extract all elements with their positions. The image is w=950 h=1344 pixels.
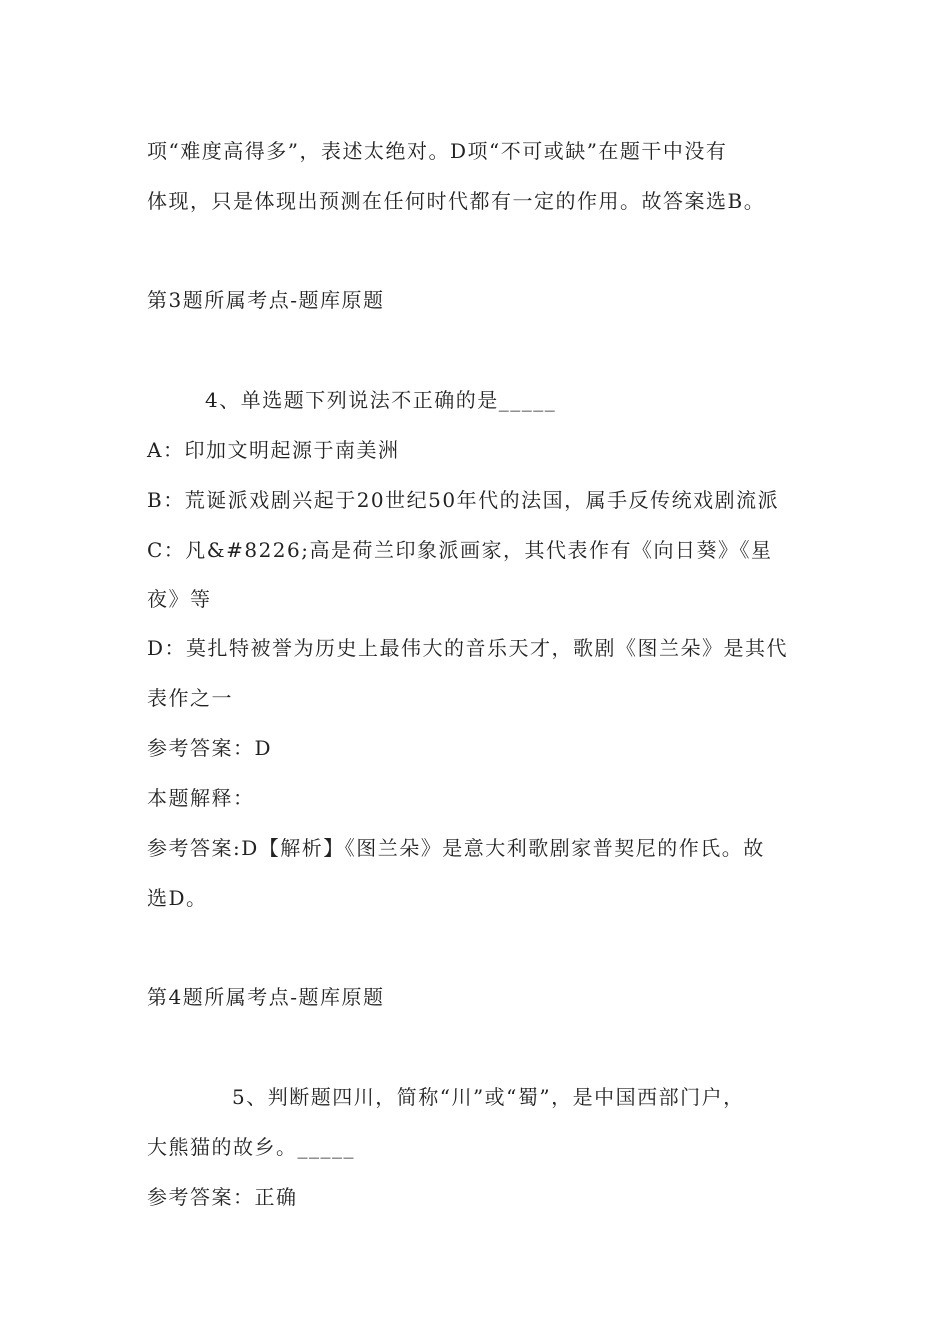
q5-stem-line-1: 5、判断题四川，简称“川”或“蜀”，是中国西部门户，: [232, 1085, 745, 1109]
q5-stem-line-2: 大熊猫的故乡。_____: [147, 1135, 355, 1159]
q4-explain-label: 本题解释：: [147, 786, 255, 810]
q4-explain-line-2: 选D。: [147, 886, 208, 910]
q4-stem: 4、单选题下列说法不正确的是_____: [205, 388, 557, 412]
q4-option-b: B：荒诞派戏剧兴起于20世纪50年代的法国，属手反传统戏剧流派: [147, 488, 780, 512]
q4-explain-line-1: 参考答案:D【解析】《图兰朵》是意大利歌剧家普契尼的作氏。故: [147, 836, 765, 860]
q4-option-d-line-2: 表作之一: [147, 686, 233, 710]
q4-option-a: A：印加文明起源于南美洲: [147, 438, 400, 462]
prev-explanation-line-2: 体现，只是体现出预测在任何时代都有一定的作用。故答案选B。: [147, 189, 766, 213]
q4-option-c-line-2: 夜》等: [147, 587, 212, 611]
q4-topic: 第4题所属考点-题库原题: [147, 985, 385, 1009]
prev-explanation-line-1: 项“难度高得多”，表述太绝对。D项“不可或缺”在题干中没有: [147, 139, 728, 163]
q3-topic: 第3题所属考点-题库原题: [147, 288, 385, 312]
q4-option-d-line-1: D：莫扎特被誉为历史上最伟大的音乐天才，歌剧《图兰朵》是其代: [147, 636, 789, 660]
q5-answer: 参考答案：正确: [147, 1185, 298, 1209]
q4-answer: 参考答案：D: [147, 736, 273, 760]
q4-option-c-line-1: C：凡&#8226;高是荷兰印象派画家，其代表作有《向日葵》《星: [147, 538, 773, 562]
